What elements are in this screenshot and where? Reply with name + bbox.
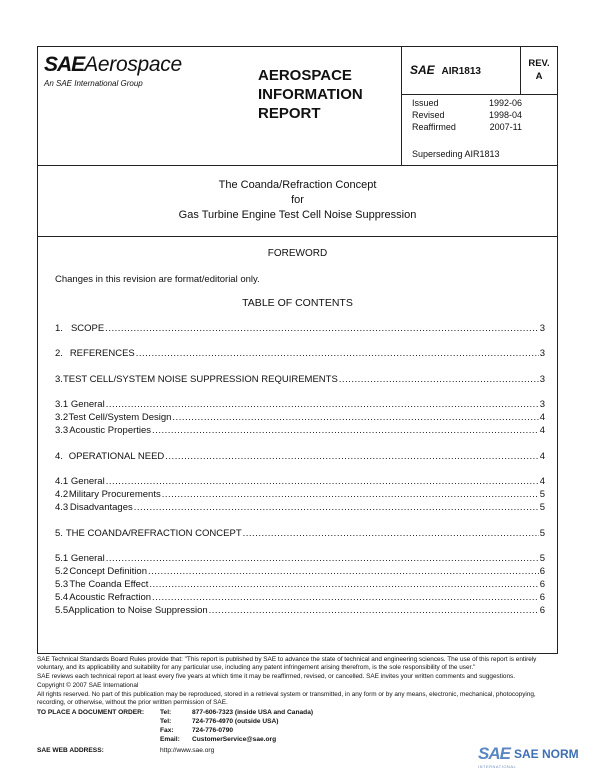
toc-entry[interactable] <box>55 489 545 500</box>
toc-number: 3.1 <box>55 399 69 410</box>
toc-leader <box>149 579 538 590</box>
toc-page: 6 <box>539 605 545 616</box>
document-title <box>37 178 558 223</box>
toc-entry[interactable] <box>55 566 545 577</box>
toc-leader <box>165 451 538 462</box>
toc-label: OPERATIONAL NEED <box>68 451 165 462</box>
toc-label: THE COANDA/REFRACTION CONCEPT <box>65 528 242 539</box>
toc-entry[interactable] <box>55 605 545 616</box>
toc-number: 2. <box>55 348 63 359</box>
contact-value[interactable]: 877-606-7323 (inside USA and Canada) <box>192 709 314 716</box>
toc-leader <box>136 348 539 359</box>
title-line: for <box>291 194 304 206</box>
toc-entry[interactable] <box>55 528 545 539</box>
doc-sae-mark: SAE <box>410 63 435 77</box>
toc-leader <box>209 605 539 616</box>
toc-entry[interactable] <box>55 374 545 385</box>
contact-value[interactable]: 724-776-0790 <box>192 727 234 734</box>
header-divider <box>37 165 558 166</box>
date-row <box>412 97 522 109</box>
header-col-divider <box>401 46 402 165</box>
toc-page: 6 <box>539 579 545 590</box>
toc-entry[interactable] <box>55 412 545 423</box>
toc-label: Application to Noise Suppression <box>68 605 208 616</box>
order-label: TO PLACE A DOCUMENT ORDER: <box>37 709 145 716</box>
web-label: SAE WEB ADDRESS: <box>37 747 104 754</box>
toc-page: 4 <box>539 412 545 423</box>
toc-page: 4 <box>539 476 545 487</box>
toc-entry[interactable] <box>55 348 545 359</box>
toc-label: Disadvantages <box>69 502 133 513</box>
doc-number-value: AIR1813 <box>441 66 481 77</box>
toc-page: 3 <box>539 399 545 410</box>
toc-label: General <box>70 476 105 487</box>
date-value: 1998-04 <box>488 110 522 120</box>
title-line: The Coanda/Refraction Concept <box>218 179 377 191</box>
toc-page: 5 <box>539 489 545 500</box>
foreword-text: Changes in this revision are format/editorial only. <box>55 274 260 285</box>
toc-leader <box>339 374 539 385</box>
toc-leader <box>134 502 539 513</box>
contact-label: Tel: <box>160 709 172 716</box>
logo-aerospace: Aerospace <box>84 53 182 76</box>
date-row <box>412 121 522 133</box>
toc-label: Acoustic Properties <box>69 425 152 436</box>
contact-label: Tel: <box>160 718 172 725</box>
date-value: 1992-06 <box>488 98 522 108</box>
revision <box>520 57 558 83</box>
toc-leader <box>243 528 539 539</box>
doc-type <box>258 66 363 123</box>
toc-page: 5 <box>539 502 545 513</box>
toc-page: 4 <box>539 425 545 436</box>
toc-page: 5 <box>539 528 545 539</box>
contact-email-link[interactable]: CustomerService@sae.org <box>192 736 277 743</box>
toc-page: 3 <box>539 323 545 334</box>
toc-leader <box>172 412 538 423</box>
toc-heading: TABLE OF CONTENTS <box>242 297 353 309</box>
doc-type-line: INFORMATION <box>258 86 363 103</box>
doc-type-line: AEROSPACE <box>258 67 352 84</box>
contact-label: Email: <box>160 736 180 743</box>
toc-number: 5.3 <box>55 579 69 590</box>
date-value: 2007-11 <box>489 122 522 132</box>
toc-entry[interactable] <box>55 502 545 513</box>
toc-leader <box>106 399 539 410</box>
toc-entry[interactable] <box>55 553 545 564</box>
date-block <box>412 97 522 133</box>
logo-sae: SAE <box>44 53 85 76</box>
rev-value: A <box>535 71 543 82</box>
toc-label: TEST CELL/SYSTEM NOISE SUPPRESSION REQUIREMENTS <box>62 374 338 385</box>
toc-number: 4. <box>55 451 63 462</box>
toc-entry[interactable] <box>55 476 545 487</box>
rev-label: REV. <box>528 58 550 69</box>
toc-number: 5.4 <box>55 592 69 603</box>
toc-page: 3 <box>539 348 545 359</box>
toc-number: 5.5 <box>55 605 69 616</box>
toc-label: Military Procurements <box>68 489 161 500</box>
foreword-heading: FOREWORD <box>267 248 328 259</box>
brand-tagline: INTERNATIONAL <box>478 764 517 769</box>
toc-page: 6 <box>539 592 545 603</box>
legal-notice: SAE Technical Standards Board Rules provide that: "This report is published by SAE to advance the state of technical and engineering sciences. The use of this report is entirely voluntary, and its applicability and suitability for any particular use, including any patent infringement arising therefrom, is the sole responsibility of the user." <box>37 656 537 671</box>
toc-page: 6 <box>539 566 545 577</box>
toc-number: 3. <box>55 374 63 385</box>
toc-entry[interactable] <box>55 579 545 590</box>
doc-number <box>410 63 481 77</box>
toc-number: 5.1 <box>55 553 69 564</box>
toc-number: 5.2 <box>55 566 69 577</box>
contact-value[interactable]: 724-776-4970 (outside USA) <box>192 718 279 725</box>
toc-label: Test Cell/System Design <box>68 412 172 423</box>
toc-leader <box>152 592 539 603</box>
title-line: Gas Turbine Engine Test Cell Noise Suppression <box>178 209 417 221</box>
toc-leader <box>106 553 539 564</box>
review-notice: SAE reviews each technical report at least every five years at which time it may be reaffirmed, revised, or cancelled. SAE invites your written comments and suggestions. <box>37 673 515 680</box>
toc-page: 4 <box>539 451 545 462</box>
contact-label: Fax: <box>160 727 174 734</box>
toc-entry[interactable] <box>55 323 545 334</box>
toc-entry[interactable] <box>55 399 545 410</box>
toc-leader <box>162 489 539 500</box>
toc-leader <box>105 323 539 334</box>
doc-type-line: REPORT <box>258 105 321 122</box>
copyright: Copyright © 2007 SAE International <box>37 682 139 689</box>
toc-label: General <box>70 553 105 564</box>
logo-tagline: An SAE International Group <box>44 79 143 88</box>
toc-label: The Coanda Effect <box>69 579 149 590</box>
toc-label: Concept Definition <box>69 566 147 577</box>
toc-label: REFERENCES <box>69 348 135 359</box>
toc-number: 4.3 <box>55 502 69 513</box>
date-label: Reaffirmed <box>412 122 456 132</box>
toc-number: 3.2 <box>55 412 69 423</box>
toc-leader <box>106 476 539 487</box>
rights-notice: All rights reserved. No part of this publication may be reproduced, stored in a retrieval system or transmitted, in any form or by any means, electronic, mechanical, photocopying, recording, or otherwise, without the prior written permission of SAE. <box>37 691 536 706</box>
toc-page: 5 <box>539 553 545 564</box>
sae-aerospace-logo <box>44 53 182 77</box>
toc-entry[interactable] <box>55 592 545 603</box>
toc-page: 3 <box>539 374 545 385</box>
toc-label: SCOPE <box>70 323 105 334</box>
toc-number: 5. <box>55 528 63 539</box>
web-link[interactable]: http://www.sae.org <box>160 747 215 754</box>
superseding: Superseding AIR1813 <box>412 149 500 159</box>
toc-number: 4.2 <box>55 489 69 500</box>
date-label: Revised <box>412 110 445 120</box>
title-divider <box>37 236 558 237</box>
date-label: Issued <box>412 98 439 108</box>
toc-leader <box>148 566 539 577</box>
date-row <box>412 109 522 121</box>
brand-mark-icon: SAE <box>478 744 510 763</box>
brand-name: SAE NORM <box>514 747 579 761</box>
toc-number: 1. <box>55 323 63 334</box>
toc-entry[interactable] <box>55 425 545 436</box>
toc-number: 4.1 <box>55 476 69 487</box>
toc-leader <box>152 425 539 436</box>
toc-number: 3.3 <box>55 425 69 436</box>
toc-label: Acoustic Refraction <box>69 592 152 603</box>
toc-label: General <box>70 399 105 410</box>
toc-entry[interactable] <box>55 451 545 462</box>
rev-row-divider <box>401 94 558 95</box>
sae-norm-brand <box>470 742 598 772</box>
